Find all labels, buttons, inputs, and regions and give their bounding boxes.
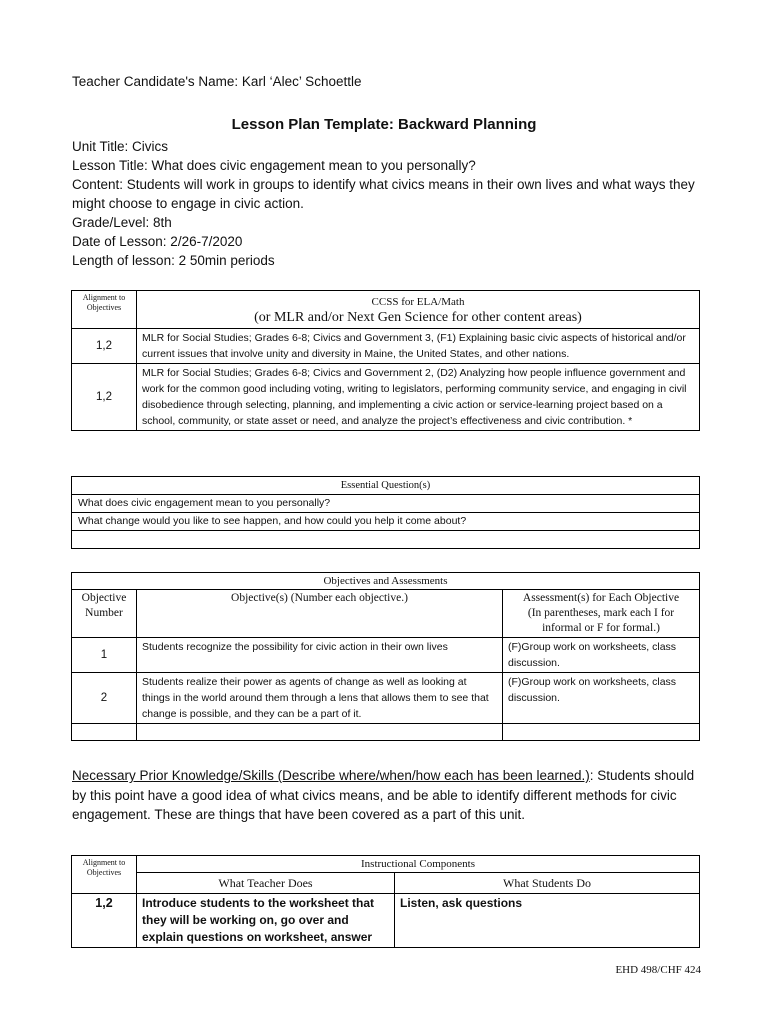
table-row: [72, 364, 700, 431]
table-row: [72, 513, 700, 531]
question-cell: [72, 531, 700, 549]
table-row: [72, 329, 700, 364]
ccss-header-line1: CCSS for ELA/Math: [371, 296, 465, 308]
table-row: [72, 894, 700, 948]
assessment-header-line2: (In parentheses, mark each I for: [527, 607, 675, 619]
grade-level: Grade/Level: 8th: [72, 215, 172, 230]
document-title: Lesson Plan Template: Backward Planning: [231, 116, 537, 133]
lesson-content: Content: Students will work in groups to identify what civics means in their own lives and what ways they might choose to engage in civic action.: [72, 177, 695, 211]
essential-header: Essential Question(s): [72, 477, 700, 495]
table-row: [72, 638, 700, 673]
objective-number: 2: [72, 673, 137, 724]
page-footer: EHD 498/CHF 424: [615, 964, 701, 976]
assessment-header: [503, 590, 700, 638]
unit-title: Unit Title: Civics: [72, 139, 169, 154]
table-header-row: [72, 291, 700, 329]
alignment-header: Alignment to Objectives: [72, 856, 137, 894]
prior-knowledge: [72, 766, 702, 825]
empty-cell: [137, 724, 503, 741]
standard-cell: MLR for Social Studies; Grades 6-8; Civics and Government 3, (F1) Explaining basic civic aspects of historical and/or current issues that involve unity and diversity in Maine, the United States, and other nations.: [137, 329, 700, 364]
table-header-row: [72, 873, 700, 894]
alignment-cell: 1,2: [72, 329, 137, 364]
lesson-info: [72, 137, 712, 270]
students-header: What Students Do: [395, 873, 700, 894]
alignment-cell: 1,2: [72, 364, 137, 431]
table-row: [72, 673, 700, 724]
ccss-header: [137, 291, 700, 329]
assessment-header-line3: informal or F for formal.): [542, 622, 660, 634]
lesson-length: Length of lesson: 2 50min periods: [72, 253, 275, 268]
teacher-cell: Introduce students to the worksheet that they will be working on, go over and explain questions on worksheet, answer: [137, 894, 395, 948]
standards-table: [71, 290, 700, 431]
alignment-header: Alignment to Objectives: [72, 291, 137, 329]
question-cell: What change would you like to see happen, and how could you help it come about?: [72, 513, 700, 531]
prior-knowledge-label: Necessary Prior Knowledge/Skills (Describe where/when/how each has been learned.): [72, 768, 590, 783]
lesson-title: Lesson Title: What does civic engagement mean to you personally?: [72, 158, 476, 173]
instruction-table: [71, 855, 700, 948]
objectives-table: [71, 572, 700, 741]
standard-cell: MLR for Social Studies; Grades 6-8; Civics and Government 2, (D2) Analyzing how people influence government and work for the common good including voting, writing to legislators, performing community service, and engaging in civil disobedience through selecting, planning, and implementing a civic action or service-learning project based on a school, community, or state asset or need, and analyze the project’s effectiveness and civic contribution. *: [137, 364, 700, 431]
alignment-cell: 1,2: [72, 894, 137, 948]
lesson-date: Date of Lesson: 2/26-7/2020: [72, 234, 243, 249]
empty-cell: [72, 724, 137, 741]
assessment-header-line1: Assessment(s) for Each Objective: [522, 592, 680, 604]
table-row: [72, 495, 700, 513]
objective-number-header: Objective Number: [72, 590, 137, 638]
teacher-header: What Teacher Does: [137, 873, 395, 894]
table-header-row: [72, 590, 700, 638]
objective-text: Students realize their power as agents of change as well as looking at things in the world around them through a lens that allows them to see that change is possible, and they can be a part of it.: [137, 673, 503, 724]
instruction-header: Instructional Components: [137, 856, 700, 873]
essential-questions-table: [71, 476, 700, 549]
empty-cell: [503, 724, 700, 741]
question-cell: What does civic engagement mean to you personally?: [72, 495, 700, 513]
objectives-header: Objectives and Assessments: [72, 573, 700, 590]
prior-knowledge-text: : Students should by this point have a good idea of what civics means, and be able to identify different methods for civic engagement. These are things that have been covered as a part of this unit.: [72, 768, 695, 822]
objective-text: Students recognize the possibility for civic action in their own lives: [137, 638, 503, 673]
objective-header: Objective(s) (Number each objective.): [137, 590, 503, 638]
assessment-text: (F)Group work on worksheets, class discussion.: [503, 638, 700, 673]
objective-number: 1: [72, 638, 137, 673]
table-row: [72, 531, 700, 549]
ccss-header-line2: (or MLR and/or Next Gen Science for other content areas): [254, 310, 582, 325]
students-cell: Listen, ask questions: [395, 894, 700, 948]
table-row: [72, 724, 700, 741]
table-header-row: [72, 856, 700, 873]
candidate-name: Teacher Candidate's Name: Karl ‘Alec’ Schoettle: [72, 74, 362, 89]
assessment-text: (F)Group work on worksheets, class discussion.: [503, 673, 700, 724]
